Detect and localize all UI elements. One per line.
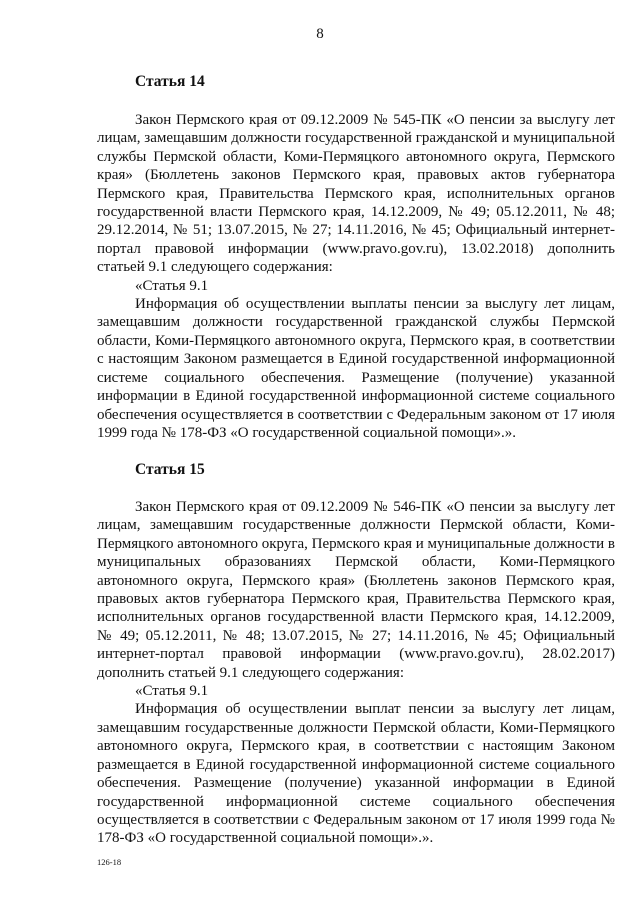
article-15-subarticle-title: «Статья 9.1 xyxy=(135,683,209,700)
page-number: 8 xyxy=(316,26,324,42)
article-14-content xyxy=(97,111,615,442)
article-14-subarticle-title: «Статья 9.1 xyxy=(135,277,209,294)
article-14-heading: Статья 14 xyxy=(135,73,205,90)
article-15-intro: Закон Пермского края от 09.12.2009 № 546-ПК «О пенсии за выслугу лет лицам, замещавшим государственные должности Пермской области, Коми-Пермяцкого автономного округа, Пермского края и муниципальные должности в муниципальных образованиях Пермской области, Коми-Пермяцкого автономного округа, Пермского края» (Бюллетень законов Пермского края, правовых актов губернатора Пермского края, Правительства Пермского края, исполнительных органов государственной власти Пермского края, 14.12.2009, № 49; 05.12.2011, № 48; 13.07.2015, № 27; 14.11.2016, № 45; Официальный интернет-портал правовой информации (www.pravo.gov.ru), 28.02.2017) дополнить статьей 9.1 следующего содержания: xyxy=(97,499,616,681)
article-15-content xyxy=(97,498,615,848)
document-code: 126-18 xyxy=(97,857,122,867)
article-15-heading: Статья 15 xyxy=(135,461,205,478)
article-15-subarticle-body: Информация об осуществлении выплат пенсии за выслугу лет лицам, замещавшим государственные должности Пермской области, Коми-Пермяцкого автономного округа, Пермского края, в соответствии с настоящим Законом размещается в Единой государственной информационной системе социального обеспечения. Размещение (получение) указанной информации в Единой государственной информационной системе социального обеспечения осуществляется в соответствии с Федеральным законом от 17 июля 1999 года № 178-ФЗ «О государственной социальной помощи».». xyxy=(97,701,615,847)
article-14-subarticle-body: Информация об осуществлении выплаты пенсии за выслугу лет лицам, замещавшим должности государственной гражданской службы Пермской области, Коми-Пермяцкого автономного округа, Пермского края, в соответствии с настоящим Законом размещается в Единой государственной информационной системе социального обеспечения. Размещение (получение) указанной информации в Единой государственной информационной системе социального обеспечения осуществляется в соответствии с Федеральным законом от 17 июля 1999 года № 178-ФЗ «О государственной социальной помощи».». xyxy=(97,296,615,441)
article-14-intro: Закон Пермского края от 09.12.2009 № 545-ПК «О пенсии за выслугу лет лицам, замещавшим должности государственной гражданской и муниципальной службы Пермской области, Коми-Пермяцкого автономного округа, Пермского края» (Бюллетень законов Пермского края, правовых актов губернатора Пермского края, Правительства Пермского края, исполнительных органов государственной власти Пермского края, 14.12.2009, № 49; 05.12.2011, № 48; 29.12.2014, № 51; 13.07.2015, № 27; 14.11.2016, № 45; Официальный интернет-портал правовой информации (www.pravo.gov.ru), 13.02.2018) дополнить статьей 9.1 следующего содержания: xyxy=(97,112,615,276)
